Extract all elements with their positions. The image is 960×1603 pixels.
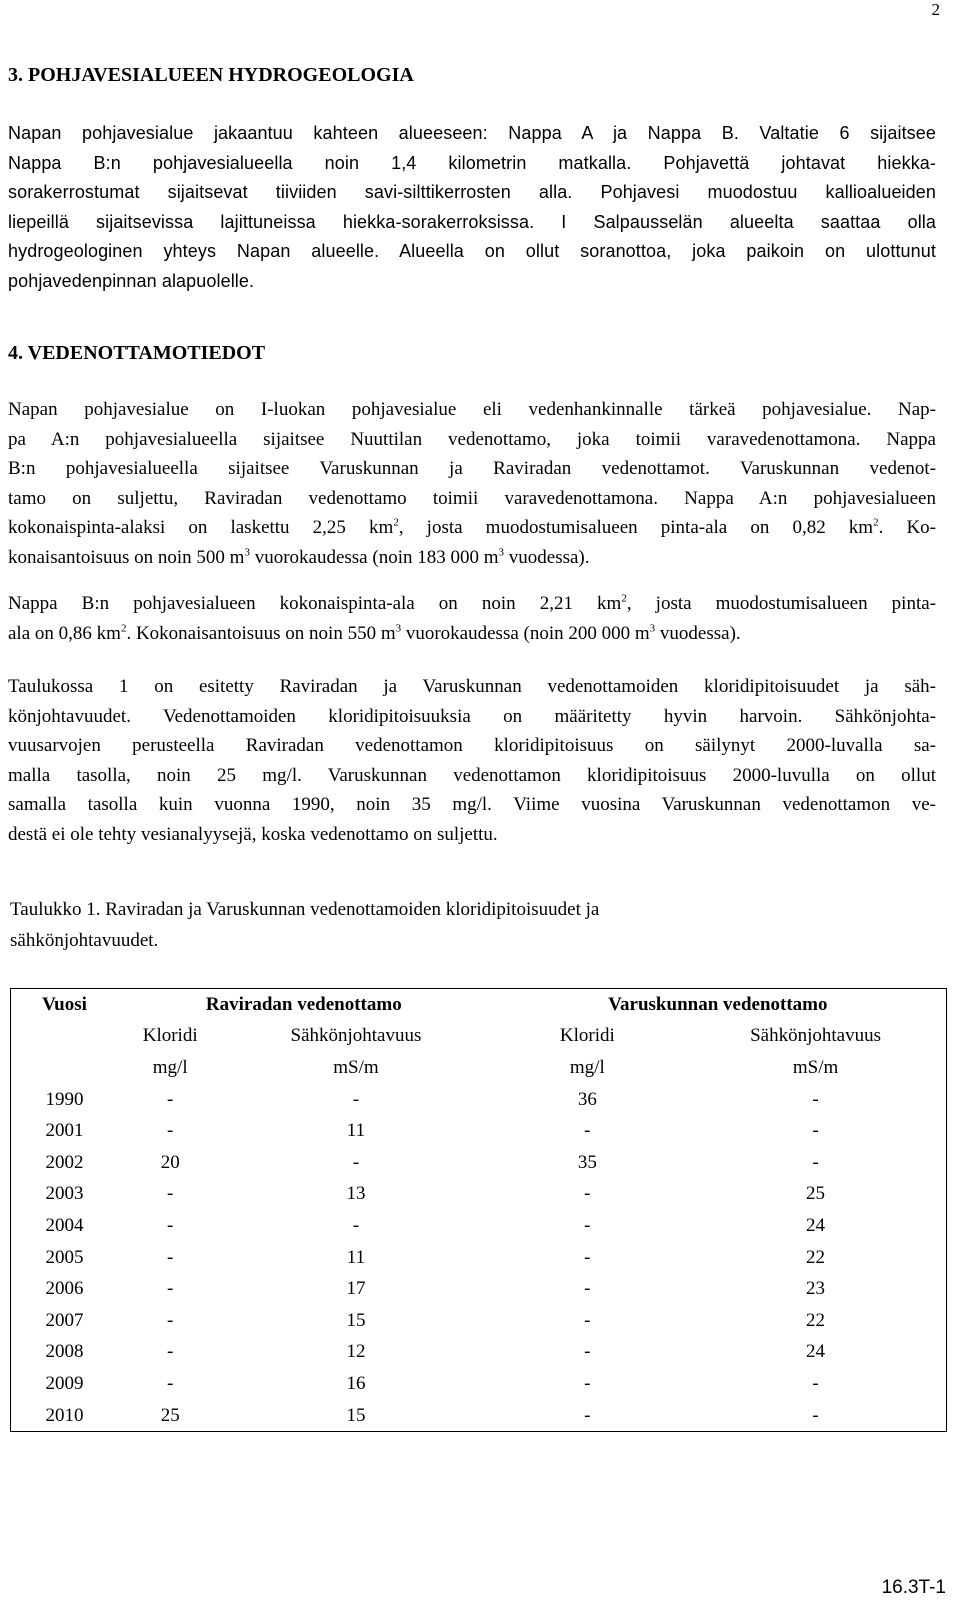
section-3-line: Nappa B:n pohjavesialueella noin 1,4 kilometrin matkalla. Pohjavettä johtavat hiekka- (8, 152, 936, 173)
paragraph-line: pa A:n pohjavesialueella sijaitsee Nuuttilan vedenottamo, joka toimii varavedenottamona. Nappa (8, 428, 936, 450)
paragraph-line: ala on 0,86 $km^2$. Kokonaisantoisuus on noin 550 $m^3$ vuorokaudessa (noin 200 000 $m^3$ vuodessa). (8, 622, 741, 644)
value-cell: - (352, 1214, 360, 1236)
section-4-paragraph-3 (8, 672, 936, 849)
section-4-paragraph-1 (8, 395, 936, 572)
column-group-raviradan: Raviradan vedenottamo (205, 993, 402, 1015)
section-4-heading: 4. VEDENOTTAMOTIEDOT (8, 342, 266, 364)
column-header-sahkonjohtavuus: Sähkönjohtavuus (750, 1025, 881, 1047)
column-header-kloridi: Kloridi (559, 1025, 615, 1047)
value-cell: - (167, 1120, 174, 1142)
value-cell: - (584, 1309, 591, 1331)
value-cell: 23 (806, 1278, 826, 1300)
chloride-conductivity-table (10, 988, 947, 1432)
value-cell: - (167, 1372, 174, 1394)
value-cell: - (167, 1214, 174, 1236)
paragraph-line: Taulukossa 1 on esitetty Raviradan ja Varuskunnan vedenottamoiden kloridipitoisuudet ja säh- (8, 676, 936, 697)
unit-label: mg/l (569, 1056, 605, 1078)
value-cell: 12 (346, 1341, 366, 1363)
value-cell: 22 (806, 1309, 826, 1331)
value-cell: - (167, 1341, 174, 1363)
paragraph-line: Napan pohjavesialue on I-luokan pohjavesialue eli vedenhankinnalle tärkeä pohjavesialue. Nap- (8, 399, 936, 420)
column-group-varuskunnan: Varuskunnan vedenottamo (608, 993, 828, 1015)
value-cell: 13 (346, 1183, 366, 1205)
paragraph-line: tamo on suljettu, Raviradan vedenottamo toimii varavedenottamona. Nappa A:n pohjavesialueen (8, 487, 936, 509)
table-row (11, 1337, 947, 1369)
value-cell: 24 (806, 1214, 826, 1236)
table-row (11, 1273, 947, 1305)
value-cell: 11 (346, 1120, 366, 1142)
value-cell: - (352, 1088, 360, 1110)
year-cell: 2010 (45, 1404, 84, 1426)
year-cell: 2003 (45, 1183, 84, 1205)
table-row (11, 1084, 947, 1116)
paragraph-line: destä ei ole tehty vesianalyysejä, koska vedenottamo on suljettu. (8, 823, 498, 845)
value-cell: 15 (346, 1404, 366, 1426)
year-cell: 2007 (45, 1309, 84, 1331)
paragraph-line: Nappa B:n pohjavesialueen kokonaispinta-ala on noin 2,21 $km^2$, josta muodostumisalueen pinta- (8, 592, 937, 614)
year-cell: 2002 (45, 1151, 84, 1173)
value-cell: - (584, 1404, 591, 1426)
table-row (11, 1242, 947, 1274)
table-row (11, 1210, 947, 1242)
section-3-line: Napan pohjavesialue jakaantuu kahteen alueeseen: Nappa A ja Nappa B. Valtatie 6 sijaitsee (8, 123, 936, 143)
column-header-year: Vuosi (42, 993, 87, 1015)
table-header-row (11, 989, 947, 1021)
value-cell: 20 (160, 1151, 180, 1173)
page-number: 2 (931, 0, 940, 19)
year-cell: 2001 (45, 1120, 84, 1142)
value-cell: - (812, 1151, 819, 1173)
table-row (11, 1400, 947, 1432)
value-cell: - (167, 1278, 174, 1300)
caption-line: Taulukko 1. Raviradan ja Varuskunnan vedenottamoiden kloridipitoisuudet ja (10, 899, 600, 920)
section-4-paragraph-2 (8, 589, 936, 648)
section-3-line: liepeillä sijaitsevissa lajittuneissa hiekka-sorakerroksissa. I Salpausselän alueelta saattaa olla (8, 211, 936, 232)
value-cell: - (584, 1246, 591, 1268)
year-cell: 2006 (45, 1278, 84, 1300)
paragraph-line: könjohtavuudet. Vedenottamoiden kloridipitoisuuksia on määritetty hyvin harvoin. Sähkönjohta- (8, 705, 936, 727)
section-3-line: pohjavedenpinnan alapuolelle. (8, 270, 255, 291)
value-cell: - (167, 1246, 174, 1268)
value-cell: 11 (346, 1246, 366, 1268)
value-cell: 35 (577, 1151, 597, 1173)
paragraph-line: vuusarvojen perusteella Raviradan vedenottamon kloridipitoisuus on säilynyt 2000-luvalla sa- (8, 735, 936, 756)
table-row (11, 1305, 947, 1337)
year-cell: 2005 (45, 1246, 84, 1268)
column-header-kloridi: Kloridi (142, 1025, 198, 1047)
value-cell: - (167, 1088, 174, 1110)
table-caption (10, 895, 810, 956)
value-cell: 25 (160, 1404, 180, 1426)
year-cell: 2008 (45, 1341, 84, 1363)
year-cell: 1990 (45, 1088, 84, 1110)
section-3-line: hydrogeologinen yhteys Napan alueelle. Alueella on ollut soranottoa, joka paikoin on ulottunut (8, 241, 936, 261)
value-cell: - (167, 1183, 174, 1205)
value-cell: 17 (346, 1278, 366, 1300)
value-cell: - (167, 1309, 174, 1331)
section-3-line: sorakerrostumat sijaitsevat tiiviiden savi-silttikerrosten alla. Pohjavesi muodostuu kallioalueiden (8, 182, 936, 202)
table-row (11, 1368, 947, 1400)
value-cell: - (812, 1088, 819, 1110)
value-cell: - (584, 1120, 591, 1142)
paragraph-line: kokonaispinta-alaksi on laskettu 2,25 $km^2$, josta muodostumisalueen pinta-ala on 0,82 $km^2$. Ko- (8, 516, 936, 538)
table-units-row (11, 1052, 947, 1084)
value-cell: - (584, 1372, 591, 1394)
unit-label: mg/l (152, 1056, 188, 1078)
value-cell: 36 (577, 1088, 597, 1110)
column-header-sahkonjohtavuus: Sähkönjohtavuus (290, 1025, 422, 1047)
value-cell: - (812, 1120, 819, 1142)
table-row (11, 1179, 947, 1211)
value-cell: - (812, 1404, 819, 1426)
paragraph-line: B:n pohjavesialueella sijaitsee Varuskunnan ja Raviradan vedenottamot. Varuskunnan vedenot- (8, 458, 936, 479)
value-cell: 15 (346, 1309, 366, 1331)
paragraph-line: konaisantoisuus on noin 500 $m^3$ vuorokaudessa (noin 183 000 $m^3$ vuodessa). (8, 546, 590, 568)
unit-label: mS/m (333, 1056, 379, 1078)
paragraph-line: samalla tasolla kuin vuonna 1990, noin 35 mg/l. Viime vuosina Varuskunnan vedenottamon ve- (8, 794, 936, 815)
table-body (11, 1084, 947, 1432)
paragraph-line: malla tasolla, noin 25 mg/l. Varuskunnan vedenottamon kloridipitoisuus 2000-luvulla on ollut (8, 764, 936, 786)
document-code: 16.3T-1 (881, 1577, 946, 1598)
section-3-paragraph (8, 119, 936, 296)
caption-line: sähkönjohtavuudet. (10, 929, 159, 951)
value-cell: 25 (806, 1183, 826, 1205)
value-cell: - (584, 1214, 591, 1236)
table-subheader-row (11, 1021, 947, 1053)
table-row (11, 1115, 947, 1147)
value-cell: 16 (346, 1372, 366, 1394)
unit-label: mS/m (792, 1056, 839, 1078)
table-row (11, 1147, 947, 1179)
value-cell: - (812, 1372, 819, 1394)
year-cell: 2004 (45, 1214, 84, 1236)
value-cell: - (584, 1278, 591, 1300)
section-3-heading: 3. POHJAVESIALUEEN HYDROGEOLOGIA (8, 64, 414, 86)
value-cell: 22 (806, 1246, 826, 1268)
value-cell: - (584, 1341, 591, 1363)
value-cell: - (584, 1183, 591, 1205)
year-cell: 2009 (45, 1372, 84, 1394)
value-cell: - (352, 1151, 360, 1173)
value-cell: 24 (806, 1341, 826, 1363)
